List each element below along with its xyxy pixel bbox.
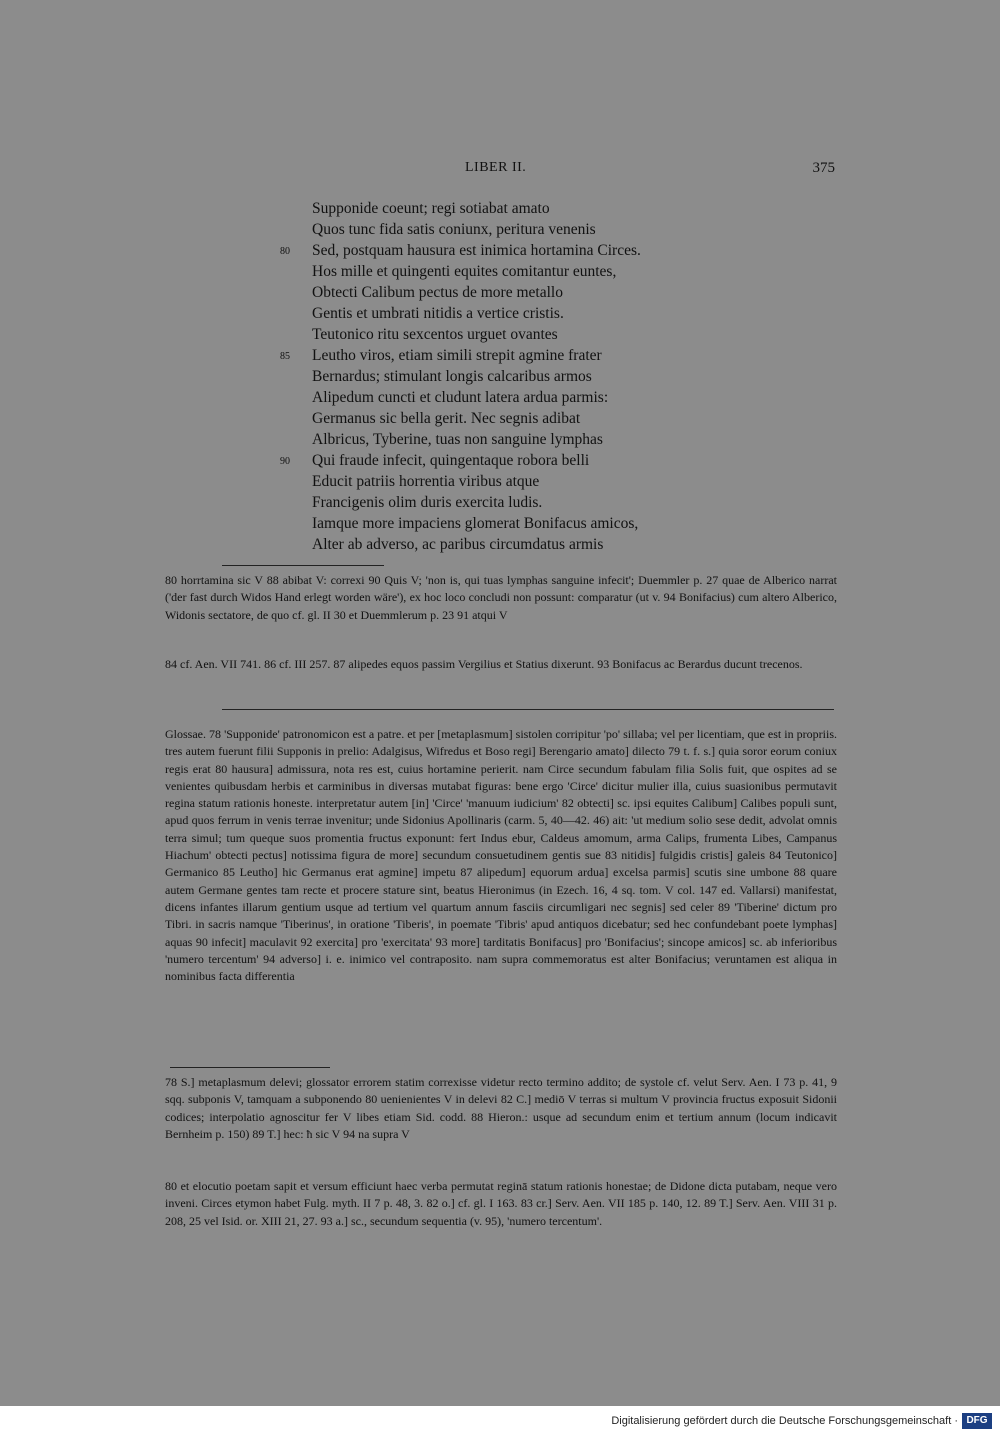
page-number: 375	[812, 160, 835, 176]
gloss-apparatus-text: 78 S.] metaplasmum delevi; glossator errorem statim correxisse videtur recto termino addito; de systole cf. velut Serv. Aen. I 73 p. 41, 9 sqq. subponis V, tamquam a subponendo 80 uenienientes V in delevi 82 C.] mediō V terras si multum V provincia fructus exposuit Sidonii codices; interpolatio agnoscitur fer V libes etiam Sid. codd. 88 Hieron.: usque ad secundum enim et tertium annum (locum indicavit Bernheim p. 150) 89 T.] hec: ħ sic V 94 na supra V	[165, 1075, 837, 1141]
verse-line	[280, 198, 840, 219]
section-rule	[222, 709, 834, 710]
verse-line	[280, 282, 840, 303]
verse-line	[280, 471, 840, 492]
verse-line-text: Albricus, Tyberine, tuas non sanguine lymphas	[312, 431, 603, 448]
page-header	[165, 160, 835, 184]
gloss-sources-text: 80 et elocutio poetam sapit et versum efficiunt haec verba permutat reginā statum rationis honestae; de Didone dicta putabam, neque vero inveni. Circes etymon habet Fulg. myth. II 7 p. 48, 3. 82 o.] cf. gl. I 163. 83 cr.] Serv. Aen. VII 185 p. 140, 12. 89 T.] Serv. Aen. VIII 31 p. 208, 25 vel Isid. or. XIII 21, 27. 93 a.] sc., secundum sequentia (v. 95), 'numero tercentum'.	[165, 1179, 837, 1228]
line-number: 85	[280, 351, 290, 362]
verse-line-text: Hos mille et quingenti equites comitantur euntes,	[312, 263, 617, 280]
verse-text	[280, 198, 840, 555]
verse-line	[280, 450, 840, 471]
verse-line-text: Supponide coeunt; regi sotiabat amato	[312, 200, 550, 217]
critical-apparatus	[165, 572, 837, 624]
verse-line	[280, 240, 840, 261]
dfg-logo: DFG	[962, 1413, 992, 1429]
sources-apparatus	[165, 656, 837, 673]
verse-line-text: Educit patriis horrentia viribus atque	[312, 473, 540, 490]
verse-line-text: Obtecti Calibum pectus de more metallo	[312, 284, 563, 301]
verse-line-text: Sed, postquam hausura est inimica hortamina Circes.	[312, 242, 641, 259]
verse-line	[280, 261, 840, 282]
verse-line-text: Francigenis olim duris exercita ludis.	[312, 494, 543, 511]
verse-line-text: Iamque more impaciens glomerat Bonifacus amicos,	[312, 515, 639, 532]
line-number: 80	[280, 246, 290, 257]
verse-line-text: Quos tunc fida satis coniunx, peritura venenis	[312, 221, 596, 238]
line-number: 90	[280, 456, 290, 467]
gloss-sources	[165, 1178, 837, 1230]
gloss-apparatus	[165, 1074, 837, 1143]
footer-bar	[0, 1406, 1000, 1434]
verse-line	[280, 534, 840, 555]
verse-line-text: Gentis et umbrati nitidis a vertice cristis.	[312, 305, 564, 322]
verse-line	[280, 429, 840, 450]
verse-line	[280, 324, 840, 345]
verse-line	[280, 219, 840, 240]
verse-line	[280, 387, 840, 408]
verse-line	[280, 366, 840, 387]
verse-line	[280, 345, 840, 366]
verse-line	[280, 408, 840, 429]
glossae-block	[165, 726, 837, 985]
verse-line-text: Leutho viros, etiam simili strepit agmine frater	[312, 347, 602, 364]
verse-line-text: Qui fraude infecit, quingentaque robora belli	[312, 452, 590, 469]
verse-line-text: Teutonico ritu sexcentos urguet ovantes	[312, 326, 558, 343]
verse-line-text: Germanus sic bella gerit. Nec segnis adibat	[312, 410, 581, 427]
running-head: LIBER II.	[465, 160, 527, 175]
gloss-rule	[170, 1067, 330, 1068]
verse-line-text: Bernardus; stimulant longis calcaribus armos	[312, 368, 592, 385]
verse-line	[280, 513, 840, 534]
sources-text: 84 cf. Aen. VII 741. 86 cf. III 257. 87 alipedes equos passim Vergilius et Statius dixerunt. 93 Bonifacus ac Berardus ducunt trecenos.	[165, 657, 803, 671]
short-rule	[222, 565, 384, 566]
verse-line-text: Alipedum cuncti et cludunt latera ardua parmis:	[312, 389, 609, 406]
glossae-text: Glossae. 78 'Supponide' patronomicon est a patre. et per [metaplasmum] sistolen corripitur 'po' sillaba; vel per licentiam, que est in propriis. tres autem fuerunt filii Supponis in prelio: Adalgisus, Wifredus et Boso regi] Berengario amato] dilecto 79 t. f. s.] quia soror eorum coniux regis erat 80 hausura] admissura, nota res est, cuius hortamine perierit. nam Circe secundum fabulam filia Solis fuit, que ospites ad se venientes quibusdam herbis et carminibus in diversas mutabat figuras: bene ergo 'Circe' dicitur mulier illa, cuius suasionibus permutavit regina statum rationis honeste. interpretatur autem [in] 'Circe' 'manuum iudicium' 82 obtecti] sc. ipsi equites Calibum] Calibes populi sunt, apud quos ferrum in venis terrae invenitur; unde Sidonius Apollinaris (carm. 5, 40—42. 46) ait: 'ut medium solio sese dedit, advolat omnis terra simul; tum queque suos promentia fructus exponunt: fert Indus ebur, Caldeus amomum, arma Calips, frumenta Libes, Campanus Hiachum' obtecti pectus] notissima figura de more] secundum consuetudinem gentis sue 83 nitidis] fulgidis cristis] galeis 84 Teutonico] Germanico 85 Leutho] hic Germanus erat agmine] impetu 87 alipedum] equorum ardua] excelsa parmis] scutis sine umbone 88 quare autem Germane gentes tam recte et procere stature sint, beatus Hieronimus (in Ezech. 16, 4 sq. tom. V col. 147 ed. Vallarsi) manifestat, dicens infantes illarum gentium usque ad tertium vel quartum annum fasciis circumligari nec segnis] sed celer 89 'Tiberine' dictum pro Tibri. in sacris namque 'Tiberinus', in oratione 'Tiberis', in poemate 'Tibris' apud antiquos dicebatur; sed hec confundebant poete lymphas] aquas 90 infecit] maculavit 92 exercita] pro 'exercitata' 93 more] tarditatis Bonifacus] pro 'Bonifacius'; sincope amicos] sc. ab inferioribus 'numero tercentum' 94 adverso] i. e. inimico vel contraposito. nam supra commemoratus est alter Bonifacius; veruntamen est aliqua in nominibus facta differentia	[165, 727, 837, 984]
verse-line-text: Alter ab adverso, ac paribus circumdatus armis	[312, 536, 604, 553]
verse-line	[280, 492, 840, 513]
verse-line	[280, 303, 840, 324]
footer-credit: Digitalisierung gefördert durch die Deutsche Forschungsgemeinschaft ·	[611, 1415, 958, 1427]
apparatus-text: 80 horrtamina sic V 88 abibat V: correxi 90 Quis V; 'non is, qui tuas lymphas sanguine infecit'; Duemmler p. 27 quae de Alberico narrat ('der fast durch Widos Hand erlegt worden wäre'), ex hoc loco concludi non possunt: comparatur (ut v. 94 Bonifacius) cum altero Alberico, Widonis sectatore, de quo cf. gl. II 30 et Duemmlerum p. 23 91 atqui V	[165, 573, 837, 622]
